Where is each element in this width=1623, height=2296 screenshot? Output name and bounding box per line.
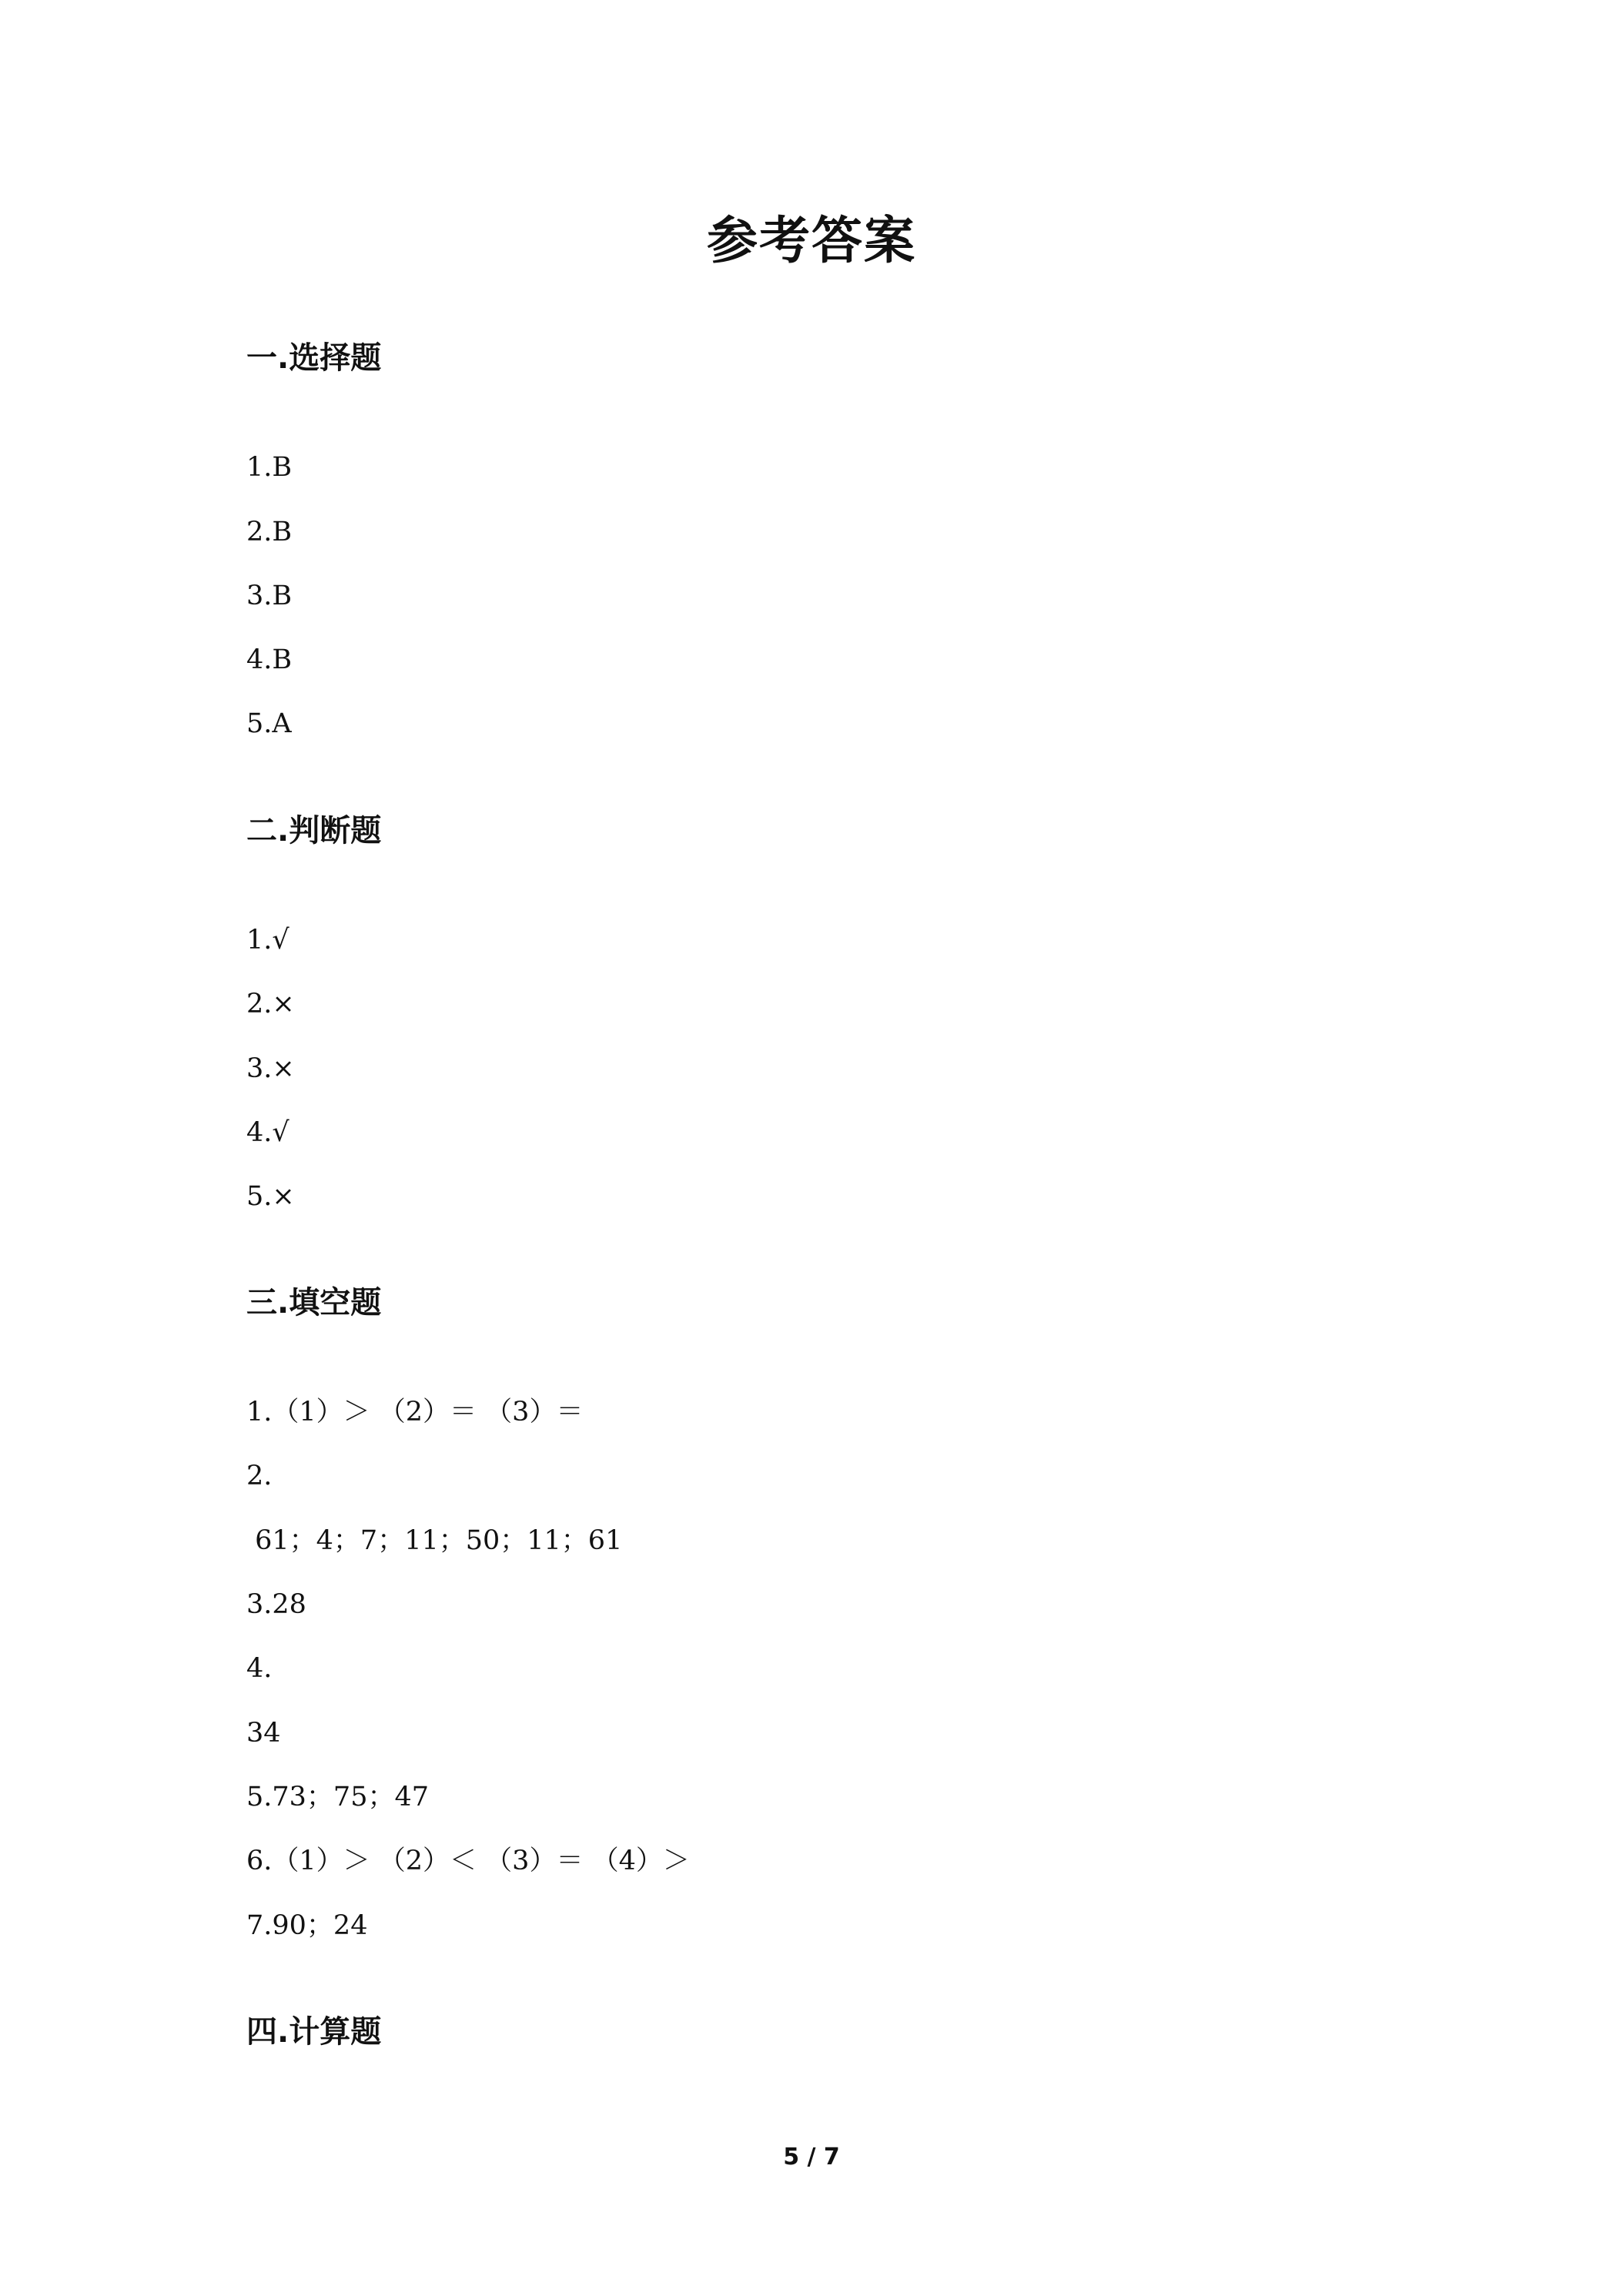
answer-line: 7.90；24	[246, 1910, 368, 1941]
answer-line: 6.（1）＞ （2）＜ （3）＝ （4）＞	[246, 1846, 690, 1876]
answer-line: 4.	[246, 1653, 273, 1684]
page-number: 5 / 7	[783, 2144, 840, 2170]
answer-line: 1.B	[246, 452, 293, 483]
answer-line: 1.√	[246, 925, 289, 956]
page-title: 参考答案	[707, 210, 916, 270]
answer-line: 2.	[246, 1461, 273, 1491]
answer-line: 3.×	[246, 1053, 295, 1084]
answer-line: 4.√	[246, 1117, 289, 1148]
answer-line: 1.（1）＞ （2）＝ （3）＝	[246, 1397, 584, 1427]
answer-line: 3.28	[246, 1589, 306, 1620]
answer-line: 61；4；7；11；50；11；61	[246, 1525, 623, 1556]
section-heading-choice: 一.选择题	[246, 340, 382, 376]
answer-line: 34	[246, 1718, 281, 1749]
answer-line: 5.73；75；47	[246, 1782, 430, 1812]
section-heading-fill-blank: 三.填空题	[246, 1285, 382, 1320]
answer-line: 2.B	[246, 517, 293, 547]
answer-line: 3.B	[246, 581, 293, 611]
answer-line: 4.B	[246, 644, 293, 675]
section-heading-calculation: 四.计算题	[246, 2014, 382, 2050]
answer-line: 2.×	[246, 989, 295, 1019]
answer-line: 5.×	[246, 1181, 295, 1212]
section-heading-judgment: 二.判断题	[246, 813, 382, 848]
answer-line: 5.A	[246, 708, 292, 739]
